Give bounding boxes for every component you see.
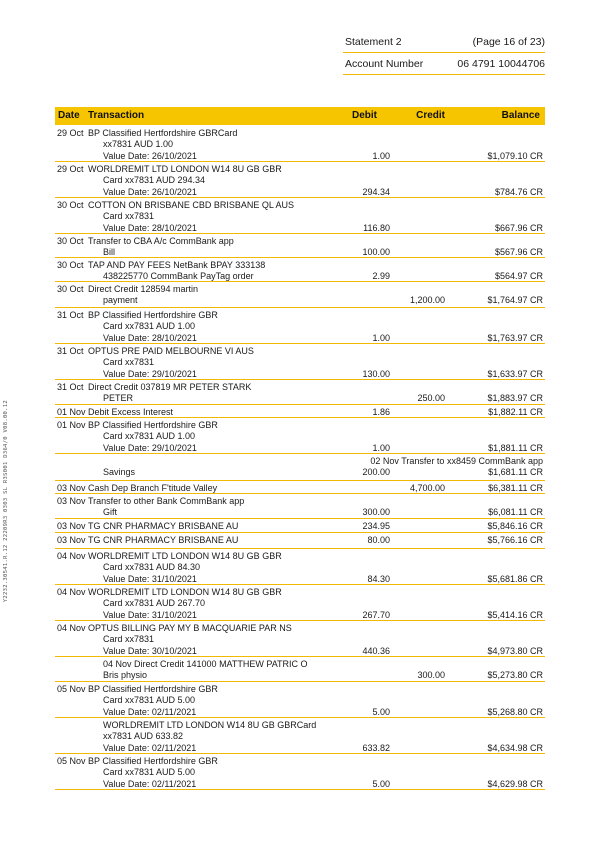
row-description: payment xyxy=(88,295,138,306)
column-transaction: Transaction xyxy=(88,110,145,121)
table-row xyxy=(55,308,545,344)
row-balance: $1,881.11 CR xyxy=(488,442,543,453)
row-balance: $5,268.80 CR xyxy=(487,706,543,717)
row-description: Card xx7831 AUD 267.70 xyxy=(88,598,206,609)
table-header xyxy=(55,107,545,125)
column-date: Date xyxy=(58,110,80,121)
row-description: Card xx7831 AUD 84.30 xyxy=(88,562,201,573)
row-debit: 130.00 xyxy=(362,368,390,379)
row-description: BP Classified Hertfordshire GBRCard xyxy=(88,128,238,138)
row-description: Bill xyxy=(88,247,116,258)
row-date: 04 Nov xyxy=(57,587,86,597)
row-description: BP Classified Hertfordshire GBR xyxy=(88,684,218,694)
row-debit: 1.00 xyxy=(372,442,390,453)
row-balance: $564.97 CR xyxy=(494,271,543,282)
table-row xyxy=(55,198,545,234)
row-date: 31 Oct xyxy=(57,346,84,356)
table-row xyxy=(55,380,545,405)
table-row xyxy=(55,519,545,533)
row-debit: 300.00 xyxy=(362,507,390,518)
table-row xyxy=(55,754,545,790)
row-description: Value Date: 26/10/2021 xyxy=(88,186,197,197)
row-description: Value Date: 29/10/2021 xyxy=(88,442,197,453)
row-description: OPTUS PRE PAID MELBOURNE VI AUS xyxy=(88,346,254,356)
row-description: OPTUS BILLING PAY MY B MACQUARIE PAR NS xyxy=(88,623,292,633)
table-row xyxy=(55,162,545,198)
table-row xyxy=(55,549,545,585)
row-description: Savings xyxy=(88,467,136,478)
row-description: WORLDREMIT LTD LONDON W14 8U GB GBR xyxy=(88,587,282,597)
row-balance: $1,882.11 CR xyxy=(488,407,543,417)
row-date: 30 Oct xyxy=(57,284,84,294)
row-description: Card xx7831 AUD 5.00 xyxy=(88,695,196,706)
row-description: Value Date: 02/11/2021 xyxy=(88,742,197,753)
row-description: Value Date: 29/10/2021 xyxy=(88,368,197,379)
row-balance: $5,414.16 CR xyxy=(487,609,543,620)
row-debit: 80.00 xyxy=(367,535,390,545)
row-description: Card xx7831 AUD 5.00 xyxy=(88,767,196,778)
table-row xyxy=(55,481,545,494)
row-date: 01 Nov xyxy=(57,420,86,430)
row-description: BP Classified Hertfordshire GBR xyxy=(88,310,218,320)
row-date: 30 Oct xyxy=(57,236,84,246)
row-date: 04 Nov xyxy=(57,551,86,561)
row-debit: 200.00 xyxy=(362,467,390,478)
statement-label: Statement 2 xyxy=(345,36,402,48)
table-row xyxy=(55,585,545,621)
row-divider xyxy=(55,789,545,790)
row-description: Transfer to other Bank CommBank app xyxy=(88,496,245,506)
row-description: BP Classified Hertfordshire GBR xyxy=(88,756,218,766)
row-balance: $1,633.97 CR xyxy=(487,368,543,379)
row-credit: 1,200.00 xyxy=(409,295,445,306)
row-date: 01 Nov xyxy=(57,407,86,417)
row-description: PETER xyxy=(88,393,134,404)
row-debit: 84.30 xyxy=(367,573,390,584)
side-reference-code: Y2232.30541.R.12 22209R3 0303 SL R3S001 D364/0 V08.00.12 xyxy=(3,400,9,603)
row-description: Value Date: 31/10/2021 xyxy=(88,573,197,584)
row-debit: 294.34 xyxy=(362,186,390,197)
row-date: 31 Oct xyxy=(57,310,84,320)
account-label: Account Number xyxy=(345,58,424,70)
row-description: Card xx7831 AUD 1.00 xyxy=(88,321,196,332)
row-description: Value Date: 02/11/2021 xyxy=(88,778,197,789)
row-description: 04 Nov Direct Credit 141000 MATTHEW PATRIC O xyxy=(88,659,308,669)
row-description: Gift xyxy=(88,507,118,518)
row-debit: 1.00 xyxy=(372,332,390,343)
row-credit: 300.00 xyxy=(417,670,445,681)
row-date: 31 Oct xyxy=(57,382,84,392)
table-row xyxy=(55,258,545,282)
row-debit: 100.00 xyxy=(362,247,390,258)
row-date: 29 Oct xyxy=(57,128,84,138)
row-description: Value Date: 30/10/2021 xyxy=(88,645,197,656)
row-description: BP Classified Hertfordshire GBR xyxy=(88,420,218,430)
row-date: 30 Oct xyxy=(57,200,84,210)
row-debit: 440.36 xyxy=(362,645,390,656)
row-balance: $567.96 CR xyxy=(494,247,543,258)
row-description: Card xx7831 xyxy=(88,211,155,222)
row-debit: 1.86 xyxy=(372,407,390,417)
row-description: Card xx7831 AUD 1.00 xyxy=(88,431,196,442)
page-label: (Page 16 of 23) xyxy=(472,36,545,48)
row-balance: $6,081.11 CR xyxy=(488,507,543,518)
row-balance: $1,764.97 CR xyxy=(487,295,543,306)
row-description: WORLDREMIT LTD LONDON W14 8U GB GBR xyxy=(88,551,282,561)
row-description: Direct Credit 128594 martin xyxy=(88,284,199,294)
table-row xyxy=(55,494,545,519)
row-date: 05 Nov xyxy=(57,756,86,766)
table-row xyxy=(55,418,545,454)
row-date: 03 Nov xyxy=(57,521,86,531)
row-date: 30 Oct xyxy=(57,260,84,270)
row-debit: 633.82 xyxy=(362,742,390,753)
row-balance: $4,634.98 CR xyxy=(487,742,543,753)
row-description: Card xx7831 AUD 294.34 xyxy=(88,175,206,186)
table-row xyxy=(55,533,545,549)
row-balance: $1,079.10 CR xyxy=(487,150,543,161)
row-description: Transfer to CBA A/c CommBank app xyxy=(88,236,234,246)
row-balance: $1,883.97 CR xyxy=(487,393,543,404)
row-description: xx7831 AUD 1.00 xyxy=(88,139,174,150)
row-description: 438225770 CommBank PayTag order xyxy=(88,271,254,282)
table-row xyxy=(55,344,545,380)
row-debit: 267.70 xyxy=(362,609,390,620)
row-description: Direct Credit 037819 MR PETER STARK xyxy=(88,382,252,392)
row-description: Cash Dep Branch F'titude Valley xyxy=(88,483,218,493)
row-description: Value Date: 02/11/2021 xyxy=(88,706,197,717)
row-description: Bris physio xyxy=(88,670,148,681)
row-description: Debit Excess Interest xyxy=(88,407,174,417)
row-credit: 4,700.00 xyxy=(409,483,445,493)
row-balance: $1,763.97 CR xyxy=(487,332,543,343)
table-row xyxy=(55,405,545,418)
row-date: 05 Nov xyxy=(57,684,86,694)
row-balance: $5,766.16 CR xyxy=(487,535,543,545)
row-debit: 116.80 xyxy=(363,222,390,233)
row-description: TAP AND PAY FEES NetBank BPAY 333138 xyxy=(88,260,266,270)
row-description: Card xx7831 xyxy=(88,634,155,645)
row-debit: 5.00 xyxy=(372,706,390,717)
table-row xyxy=(55,234,545,258)
row-date: 04 Nov xyxy=(57,623,86,633)
table-row xyxy=(55,682,545,718)
row-description: Card xx7831 xyxy=(88,357,155,368)
column-balance: Balance xyxy=(501,110,540,121)
row-date: 03 Nov xyxy=(57,496,86,506)
row-balance: $667.96 CR xyxy=(494,222,543,233)
table-row xyxy=(55,282,545,308)
row-balance: $4,973.80 CR xyxy=(487,645,543,656)
column-credit: Credit xyxy=(416,110,445,121)
table-row xyxy=(55,454,545,481)
row-date: 29 Oct xyxy=(57,164,84,174)
row-description: 02 Nov Transfer to xx8459 CommBank app xyxy=(370,456,543,466)
table-row xyxy=(55,718,545,754)
row-date: 03 Nov xyxy=(57,483,86,493)
row-debit: 2.99 xyxy=(372,271,390,282)
column-debit: Debit xyxy=(352,110,377,121)
table-row xyxy=(55,126,545,162)
row-description: Value Date: 28/10/2021 xyxy=(88,222,197,233)
row-description: TG CNR PHARMACY BRISBANE AU xyxy=(88,535,239,545)
row-balance: $5,681.86 CR xyxy=(487,573,543,584)
row-description: Value Date: 26/10/2021 xyxy=(88,150,197,161)
row-description: WORLDREMIT LTD LONDON W14 8U GB GBRCard xyxy=(88,720,317,730)
row-debit: 5.00 xyxy=(372,778,390,789)
row-date: 03 Nov xyxy=(57,535,86,545)
row-balance: $5,846.16 CR xyxy=(487,521,543,531)
table-row xyxy=(55,621,545,657)
row-description: Value Date: 31/10/2021 xyxy=(88,609,197,620)
row-debit: 234.95 xyxy=(362,521,390,531)
table-row xyxy=(55,657,545,682)
row-credit: 250.00 xyxy=(417,393,445,404)
row-balance: $6,381.11 CR xyxy=(488,483,543,493)
row-balance: $5,273.80 CR xyxy=(487,670,543,681)
row-description: Value Date: 28/10/2021 xyxy=(88,332,197,343)
row-debit: 1.00 xyxy=(372,150,390,161)
row-description: xx7831 AUD 633.82 xyxy=(88,731,184,742)
row-balance: $784.76 CR xyxy=(494,186,543,197)
row-balance: $4,629.98 CR xyxy=(487,778,543,789)
row-description: COTTON ON BRISBANE CBD BRISBANE QL AUS xyxy=(88,200,295,210)
row-description: WORLDREMIT LTD LONDON W14 8U GB GBR xyxy=(88,164,282,174)
row-description: TG CNR PHARMACY BRISBANE AU xyxy=(88,521,239,531)
row-balance: $1,681.11 CR xyxy=(488,467,543,478)
account-number: 06 4791 10044706 xyxy=(457,58,545,70)
